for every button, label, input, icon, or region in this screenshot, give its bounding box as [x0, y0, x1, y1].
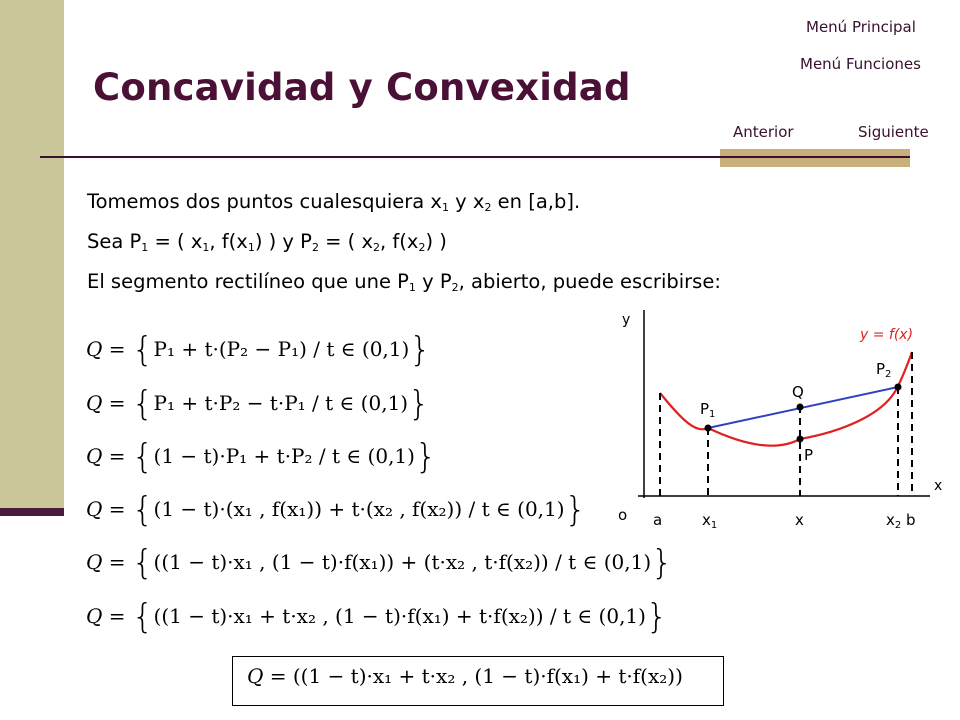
equation-2: Q = {P₁ + t·P₂ − t·P₁ / t ∈ (0,1)}	[86, 384, 430, 424]
functions-menu-link[interactable]: Menú Funciones	[800, 55, 921, 73]
p1-label: $P_1$	[700, 400, 716, 420]
tick-a: a	[653, 511, 663, 529]
main-menu-link[interactable]: Menú Principal	[806, 18, 916, 36]
boxed-equation: Q = ((1 − t)·x₁ + t·x₂ , (1 − t)·f(x₁) + t·f(x₂))	[247, 664, 683, 688]
point-p	[797, 436, 804, 443]
sidebar-shadow	[0, 508, 64, 516]
next-link[interactable]: Siguiente	[858, 123, 929, 141]
curve-label: y = f(x)	[860, 327, 914, 343]
decorative-sidebar	[0, 0, 64, 514]
p2-label: $P_2$	[876, 360, 892, 380]
equation-5: Q = {((1 − t)·x₁ , (1 − t)·f(x₁)) + (t·x₂ , t·f(x₂)) / t ∈ (0,1)}	[86, 543, 673, 583]
equation-4: Q = {(1 − t)·(x₁ , f(x₁)) + t·(x₂ , f(x₂)) / t ∈ (0,1)}	[86, 490, 587, 530]
boxed-result	[232, 656, 724, 706]
body-line-1: Tomemos dos puntos cualesquiera $x_1$ y $x_2$ en [a,b].	[87, 190, 581, 214]
equation-3: Q = {(1 − t)·P₁ + t·P₂ / t ∈ (0,1)}	[86, 437, 437, 477]
header-accent-bar	[720, 149, 910, 167]
point-p2	[895, 384, 902, 391]
page-title: Concavidad y Convexidad	[93, 66, 631, 109]
body-line-3: El segmento rectilíneo que une $P_1$ y $P_2$, abierto, puede escribirse:	[87, 270, 721, 294]
tick-x: x	[795, 511, 804, 529]
origin-label: o	[618, 506, 628, 524]
x-axis-label: x	[934, 478, 943, 494]
function-curve	[660, 352, 912, 446]
p-label: P	[804, 446, 814, 464]
point-p1	[705, 425, 712, 432]
equation-6: Q = {((1 − t)·x₁ + t·x₂ , (1 − t)·f(x₁) + t·f(x₂)) / t ∈ (0,1)}	[86, 597, 668, 637]
convexity-graph	[600, 300, 960, 540]
point-q	[797, 404, 804, 411]
tick-b: b	[906, 511, 916, 529]
tick-x2: $x_2$	[886, 511, 902, 531]
body-line-2: Sea $P_1$ = ( $x_1$, $f(x_1)$ ) y $P_2$ = ( $x_2$, $f(x_2)$ )	[87, 230, 447, 254]
header-rule	[40, 156, 910, 158]
previous-link[interactable]: Anterior	[733, 123, 794, 141]
y-axis-label: y	[622, 312, 631, 328]
tick-x1: $x_1$	[702, 511, 718, 531]
equation-1: Q = {P₁ + t·(P₂ − P₁) / t ∈ (0,1)}	[86, 330, 431, 370]
q-label: Q	[792, 383, 804, 401]
